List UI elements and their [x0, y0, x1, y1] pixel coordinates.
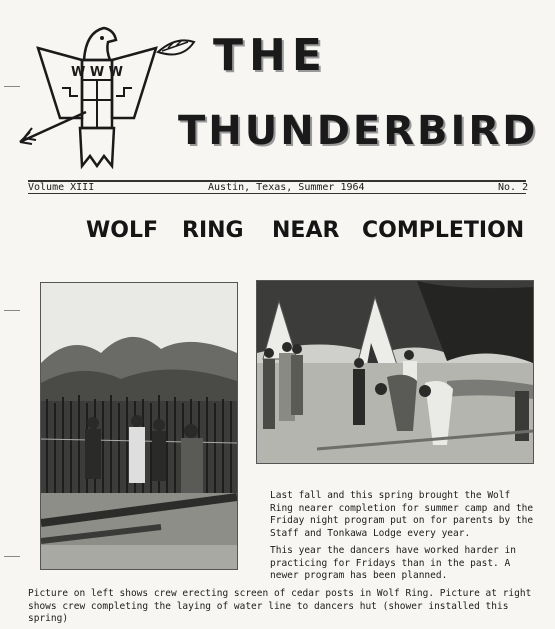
masthead-rule-bottom — [28, 193, 526, 194]
headline-word-4: COMPLETION — [362, 218, 525, 243]
photo-wolf-ring-fence — [40, 282, 238, 570]
margin-tick — [4, 310, 20, 311]
svg-text:W W W: W W W — [70, 65, 124, 80]
place-date-label: Austin, Texas, Summer 1964 — [208, 182, 365, 193]
headline-word-3: NEAR — [272, 218, 340, 243]
article-paragraph-1: Last fall and this spring brought the Wolf Ring nearer completion for summer camp and the Friday night program put on for parents by the Staff and Tonkawa Lodge every year. — [270, 490, 534, 539]
photo-caption: Picture on left shows crew erecting screen of cedar posts in Wolf Ring. Picture at right shows crew completing the laying of water line to dancers hut (shower installed this spring) — [28, 588, 532, 624]
headline-word-1: WOLF — [86, 218, 159, 243]
thunderbird-logo — [16, 20, 196, 170]
masthead-title-thunderbird: THUNDERBIRD — [178, 108, 539, 154]
photo-water-line-crew — [256, 280, 534, 464]
margin-tick — [4, 556, 20, 557]
margin-tick — [4, 86, 20, 87]
issue-number-label: No. 2 — [498, 182, 529, 193]
volume-label: Volume XIII — [28, 182, 95, 193]
masthead-title-the: THE — [213, 30, 328, 81]
headline-word-2: RING — [182, 218, 244, 243]
article-paragraph-2: This year the dancers have worked harder in practicing for Fridays than in the past. A newer program has been planned. — [270, 545, 516, 581]
